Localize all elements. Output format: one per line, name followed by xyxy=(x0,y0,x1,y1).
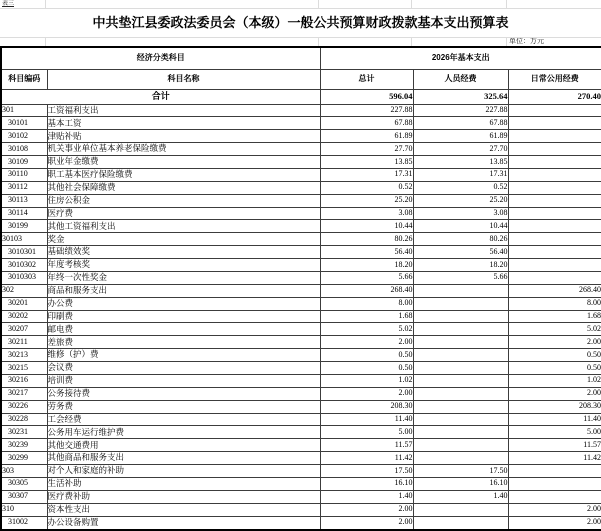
cell-total: 10.44 xyxy=(320,220,413,233)
cell-total: 25.20 xyxy=(320,194,413,207)
cell-total: 80.26 xyxy=(320,233,413,246)
cell-total: 17.50 xyxy=(320,465,413,478)
cell-code: 30213 xyxy=(1,349,47,362)
cell-name: 公务用车运行维护费 xyxy=(47,426,320,439)
cell-total: 0.52 xyxy=(320,181,413,194)
cell-name: 津贴补贴 xyxy=(47,130,320,143)
cell-total: 67.88 xyxy=(320,117,413,130)
cell-daily: 208.30 xyxy=(508,400,601,413)
cell-code: 301 xyxy=(1,104,47,117)
cell-total: 18.20 xyxy=(320,259,413,272)
cell-code: 30113 xyxy=(1,194,47,207)
cell-daily: 11.57 xyxy=(508,439,601,452)
cell-code: 30199 xyxy=(1,220,47,233)
table-row xyxy=(1,104,601,117)
cell-personnel xyxy=(413,452,508,465)
cell-total: 2.00 xyxy=(320,387,413,400)
table-row xyxy=(1,130,601,143)
cell-total: 5.00 xyxy=(320,426,413,439)
cell-code: 30217 xyxy=(1,387,47,400)
cell-personnel xyxy=(413,503,508,516)
cell-personnel xyxy=(413,362,508,375)
grid-cell xyxy=(319,38,412,46)
cell-name: 维修（护）费 xyxy=(47,349,320,362)
header-group-row xyxy=(1,47,601,69)
column-header-total: 总计 xyxy=(320,69,413,89)
cell-total: 268.40 xyxy=(320,284,413,297)
cell-personnel xyxy=(413,297,508,310)
cell-code: 30226 xyxy=(1,400,47,413)
cell-personnel xyxy=(413,323,508,336)
cell-personnel xyxy=(413,516,508,530)
cell-name: 商品和服务支出 xyxy=(47,284,320,297)
cell-code: 30207 xyxy=(1,323,47,336)
table-row xyxy=(1,439,601,452)
grid-cell xyxy=(0,0,46,8)
cell-total: 17.31 xyxy=(320,168,413,181)
cell-code: 30110 xyxy=(1,168,47,181)
cell-total: 227.88 xyxy=(320,104,413,117)
table-row xyxy=(1,490,601,503)
cell-name: 差旅费 xyxy=(47,336,320,349)
cell-personnel: 27.70 xyxy=(413,143,508,156)
cell-total: 11.42 xyxy=(320,452,413,465)
cell-daily xyxy=(508,117,601,130)
cell-name: 基本工资 xyxy=(47,117,320,130)
cell-daily xyxy=(508,220,601,233)
cell-daily xyxy=(508,490,601,503)
cell-personnel xyxy=(413,439,508,452)
cell-daily: 11.42 xyxy=(508,452,601,465)
table-row xyxy=(1,117,601,130)
table-row xyxy=(1,503,601,516)
cell-personnel: 80.26 xyxy=(413,233,508,246)
cell-daily xyxy=(508,194,601,207)
cell-personnel: 1.40 xyxy=(413,490,508,503)
table-row xyxy=(1,207,601,220)
total-row-personnel: 325.64 xyxy=(413,89,508,104)
table-row xyxy=(1,259,601,272)
cell-daily: 11.40 xyxy=(508,413,601,426)
cell-daily: 2.00 xyxy=(508,503,601,516)
total-row-label: 合计 xyxy=(1,89,320,104)
cell-personnel: 10.44 xyxy=(413,220,508,233)
cell-name: 工会经费 xyxy=(47,413,320,426)
cell-code: 30215 xyxy=(1,362,47,375)
cell-total: 13.85 xyxy=(320,156,413,169)
cell-name: 印刷费 xyxy=(47,310,320,323)
cell-name: 其他商品和服务支出 xyxy=(47,452,320,465)
cell-name: 劳务费 xyxy=(47,400,320,413)
table-row xyxy=(1,297,601,310)
cell-total: 27.70 xyxy=(320,143,413,156)
cell-code: 3010302 xyxy=(1,259,47,272)
sheet-gridline-strip xyxy=(0,0,601,9)
table-row xyxy=(1,336,601,349)
cell-code: 30103 xyxy=(1,233,47,246)
table-row xyxy=(1,194,601,207)
cell-daily xyxy=(508,168,601,181)
total-row-total: 596.04 xyxy=(320,89,413,104)
cell-total: 208.30 xyxy=(320,400,413,413)
cell-total: 2.00 xyxy=(320,503,413,516)
cell-personnel xyxy=(413,284,508,297)
cell-personnel: 25.20 xyxy=(413,194,508,207)
grid-cell xyxy=(507,38,601,46)
table-row xyxy=(1,465,601,478)
cell-personnel xyxy=(413,413,508,426)
cell-daily: 5.00 xyxy=(508,426,601,439)
cell-daily: 5.02 xyxy=(508,323,601,336)
cell-code: 30109 xyxy=(1,156,47,169)
cell-total: 56.40 xyxy=(320,246,413,259)
cell-name: 住房公积金 xyxy=(47,194,320,207)
cell-code: 30112 xyxy=(1,181,47,194)
cell-name: 奖金 xyxy=(47,233,320,246)
cell-name: 医疗费补助 xyxy=(47,490,320,503)
header-2026-basic-expenditure: 2026年基本支出 xyxy=(320,47,601,69)
table-row xyxy=(1,233,601,246)
table-row xyxy=(1,271,601,284)
header-economic-classification: 经济分类科目 xyxy=(1,47,320,69)
cell-name: 其他社会保障缴费 xyxy=(47,181,320,194)
table-row xyxy=(1,452,601,465)
table-row xyxy=(1,168,601,181)
cell-daily: 1.02 xyxy=(508,374,601,387)
cell-total: 1.68 xyxy=(320,310,413,323)
cell-daily xyxy=(508,156,601,169)
cell-daily xyxy=(508,181,601,194)
cell-personnel: 67.88 xyxy=(413,117,508,130)
grid-cell xyxy=(412,38,507,46)
cell-daily xyxy=(508,143,601,156)
cell-name: 邮电费 xyxy=(47,323,320,336)
cell-code: 30231 xyxy=(1,426,47,439)
cell-daily xyxy=(508,477,601,490)
table-row xyxy=(1,156,601,169)
cell-name: 其他工资福利支出 xyxy=(47,220,320,233)
cell-total: 61.89 xyxy=(320,130,413,143)
cell-daily: 1.68 xyxy=(508,310,601,323)
cell-daily xyxy=(508,233,601,246)
cell-personnel xyxy=(413,336,508,349)
cell-total: 0.50 xyxy=(320,362,413,375)
cell-code: 30307 xyxy=(1,490,47,503)
table-row xyxy=(1,220,601,233)
cell-personnel: 3.08 xyxy=(413,207,508,220)
grid-cell xyxy=(319,0,412,8)
cell-name: 其他交通费用 xyxy=(47,439,320,452)
cell-daily: 268.40 xyxy=(508,284,601,297)
cell-total: 0.50 xyxy=(320,349,413,362)
cell-code: 30202 xyxy=(1,310,47,323)
cell-code: 302 xyxy=(1,284,47,297)
cell-code: 30216 xyxy=(1,374,47,387)
cell-personnel: 61.89 xyxy=(413,130,508,143)
cell-name: 机关事业单位基本养老保险缴费 xyxy=(47,143,320,156)
table-row xyxy=(1,284,601,297)
cell-daily: 0.50 xyxy=(508,349,601,362)
table-row xyxy=(1,310,601,323)
column-header-code: 科目编码 xyxy=(1,69,47,89)
cell-name: 培训费 xyxy=(47,374,320,387)
grid-cell xyxy=(0,38,46,46)
cell-name: 基础绩效奖 xyxy=(47,246,320,259)
cell-code: 3010303 xyxy=(1,271,47,284)
cell-daily: 2.00 xyxy=(508,336,601,349)
cell-code: 30101 xyxy=(1,117,47,130)
table-body xyxy=(1,47,601,530)
cell-code: 30239 xyxy=(1,439,47,452)
cell-total: 5.02 xyxy=(320,323,413,336)
unit-note: 单位：万元 xyxy=(509,38,544,45)
total-row-daily: 270.40 xyxy=(508,89,601,104)
table-row xyxy=(1,516,601,530)
cell-personnel xyxy=(413,387,508,400)
table-row xyxy=(1,143,601,156)
cell-daily xyxy=(508,207,601,220)
table-row xyxy=(1,400,601,413)
cell-name: 会议费 xyxy=(47,362,320,375)
cell-code: 30108 xyxy=(1,143,47,156)
cell-name: 职工基本医疗保险缴费 xyxy=(47,168,320,181)
cell-total: 16.10 xyxy=(320,477,413,490)
cell-name: 年终一次性奖金 xyxy=(47,271,320,284)
cell-name: 年度考核奖 xyxy=(47,259,320,272)
table-row xyxy=(1,181,601,194)
cell-personnel: 13.85 xyxy=(413,156,508,169)
cell-personnel: 5.66 xyxy=(413,271,508,284)
cell-daily xyxy=(508,246,601,259)
table-row xyxy=(1,323,601,336)
cell-name: 生活补助 xyxy=(47,477,320,490)
cell-daily xyxy=(508,271,601,284)
cell-daily: 2.00 xyxy=(508,516,601,530)
cell-daily: 8.00 xyxy=(508,297,601,310)
cell-total: 2.00 xyxy=(320,336,413,349)
cell-code: 30305 xyxy=(1,477,47,490)
cell-code: 30299 xyxy=(1,452,47,465)
column-header-daily: 日常公用经费 xyxy=(508,69,601,89)
table-row xyxy=(1,349,601,362)
cell-daily xyxy=(508,104,601,117)
cell-name: 办公设备购置 xyxy=(47,516,320,530)
cell-personnel xyxy=(413,426,508,439)
table-row xyxy=(1,374,601,387)
cell-total: 1.40 xyxy=(320,490,413,503)
cell-name: 资本性支出 xyxy=(47,503,320,516)
cell-total: 1.02 xyxy=(320,374,413,387)
cell-name: 医疗费 xyxy=(47,207,320,220)
cell-personnel: 16.10 xyxy=(413,477,508,490)
total-row xyxy=(1,89,601,104)
cell-personnel: 18.20 xyxy=(413,259,508,272)
table-row xyxy=(1,477,601,490)
cell-name: 对个人和家庭的补助 xyxy=(47,465,320,478)
cell-daily xyxy=(508,130,601,143)
cell-personnel: 227.88 xyxy=(413,104,508,117)
cell-personnel: 56.40 xyxy=(413,246,508,259)
cell-daily: 2.00 xyxy=(508,387,601,400)
column-header-personnel: 人员经费 xyxy=(413,69,508,89)
cell-code: 30102 xyxy=(1,130,47,143)
cell-code: 30114 xyxy=(1,207,47,220)
cell-code: 30201 xyxy=(1,297,47,310)
cell-personnel xyxy=(413,310,508,323)
cell-code: 31002 xyxy=(1,516,47,530)
cell-total: 11.40 xyxy=(320,413,413,426)
cell-name: 工资福利支出 xyxy=(47,104,320,117)
table-row xyxy=(1,246,601,259)
cell-personnel xyxy=(413,349,508,362)
cell-name: 公务接待费 xyxy=(47,387,320,400)
cell-daily xyxy=(508,259,601,272)
grid-cell xyxy=(507,0,601,8)
grid-cell xyxy=(46,0,319,8)
table-row xyxy=(1,426,601,439)
grid-cell xyxy=(46,38,319,46)
cell-code: 310 xyxy=(1,503,47,516)
cell-total: 2.00 xyxy=(320,516,413,530)
budget-table xyxy=(0,46,601,531)
column-header-row xyxy=(1,69,601,89)
table-row xyxy=(1,413,601,426)
cell-name: 职业年金缴费 xyxy=(47,156,320,169)
cell-code: 30211 xyxy=(1,336,47,349)
unit-strip xyxy=(0,37,601,46)
table-row xyxy=(1,387,601,400)
cell-personnel xyxy=(413,374,508,387)
column-header-name: 科目名称 xyxy=(47,69,320,89)
cell-personnel xyxy=(413,400,508,413)
sheet-label: 表三 xyxy=(2,1,15,7)
cell-name: 办公费 xyxy=(47,297,320,310)
cell-total: 11.57 xyxy=(320,439,413,452)
cell-code: 30228 xyxy=(1,413,47,426)
grid-cell xyxy=(412,0,507,8)
cell-total: 8.00 xyxy=(320,297,413,310)
cell-personnel: 17.50 xyxy=(413,465,508,478)
cell-personnel: 0.52 xyxy=(413,181,508,194)
cell-personnel: 17.31 xyxy=(413,168,508,181)
cell-code: 303 xyxy=(1,465,47,478)
table-row xyxy=(1,362,601,375)
cell-daily xyxy=(508,465,601,478)
cell-total: 3.08 xyxy=(320,207,413,220)
cell-code: 3010301 xyxy=(1,246,47,259)
cell-daily: 0.50 xyxy=(508,362,601,375)
cell-total: 5.66 xyxy=(320,271,413,284)
page-title: 中共垫江县委政法委员会（本级）一般公共预算财政拨款基本支出预算表 xyxy=(92,15,509,30)
